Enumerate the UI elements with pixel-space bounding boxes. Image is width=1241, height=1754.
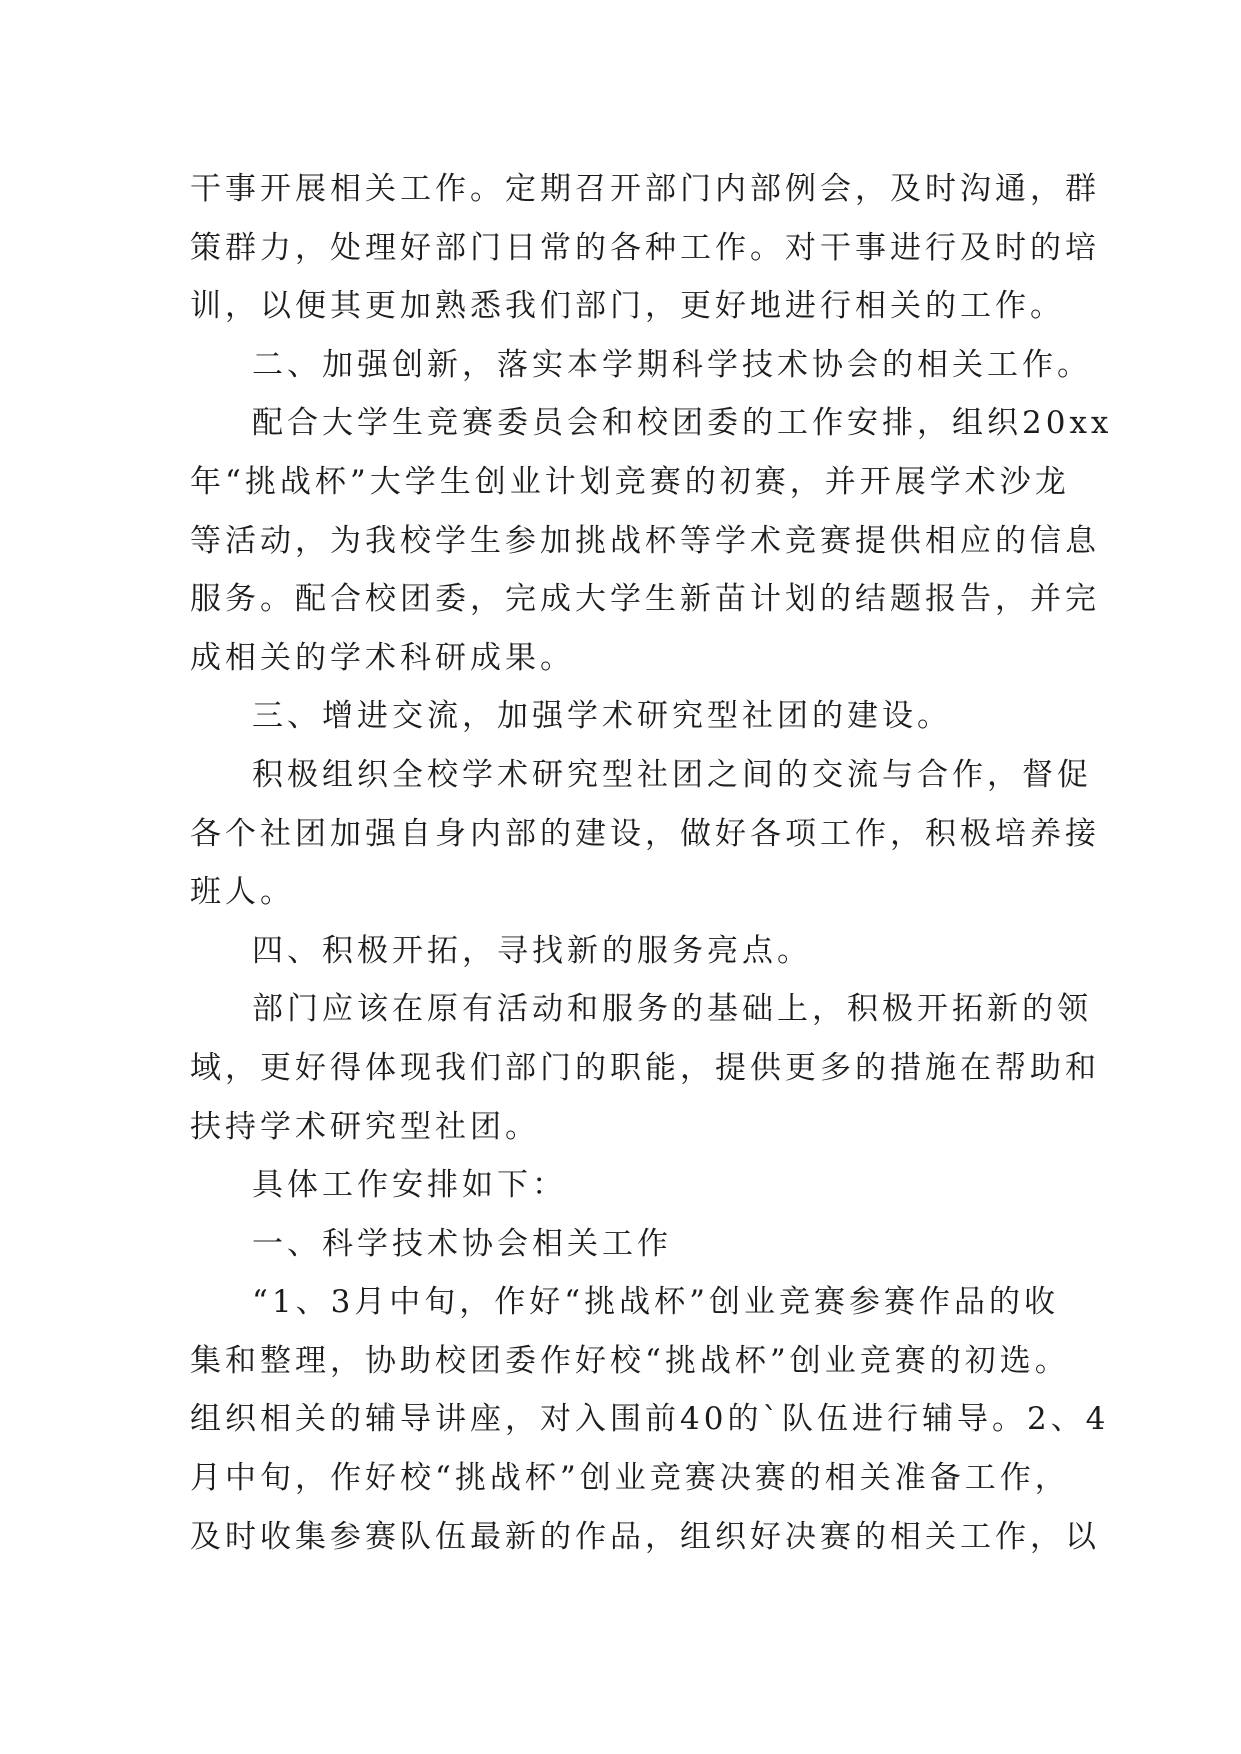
text-line: 扶持学术研究型社团。 [190, 1108, 540, 1145]
text-line: 年“挑战杯”大学生创业计划竞赛的初赛，并开展学术沙龙 [190, 463, 1070, 500]
text-line: 二、加强创新，落实本学期科学技术协会的相关工作。 [252, 346, 1092, 383]
text-line: 策群力，处理好部门日常的各种工作。对干事进行及时的培 [190, 229, 1100, 266]
text-line: 等活动，为我校学生参加挑战杯等学术竞赛提供相应的信息 [190, 522, 1100, 559]
text-line: 具体工作安排如下： [252, 1167, 567, 1204]
text-line: 成相关的学术科研成果。 [190, 639, 575, 676]
text-line: “1、3月中旬，作好“挑战杯”创业竞赛参赛作品的收 [252, 1284, 1059, 1321]
text-line: 四、积极开拓，寻找新的服务亮点。 [252, 932, 812, 969]
document-body [190, 160, 1113, 1566]
text-line: 月中旬，作好校“挑战杯”创业竞赛决赛的相关准备工作， [190, 1460, 1070, 1497]
text-line: 各个社团加强自身内部的建设，做好各项工作，积极培养接 [190, 815, 1100, 852]
text-line: 部门应该在原有活动和服务的基础上，积极开拓新的领 [252, 991, 1092, 1028]
text-line: 积极组织全校学术研究型社团之间的交流与合作，督促 [252, 756, 1092, 793]
text-line: 配合大学生竞赛委员会和校团委的工作安排，组织20xx [252, 405, 1113, 442]
text-line: 域，更好得体现我们部门的职能，提供更多的措施在帮助和 [190, 1049, 1100, 1086]
text-line: 及时收集参赛队伍最新的作品，组织好决赛的相关工作，以 [190, 1518, 1100, 1555]
text-line: 三、增进交流，加强学术研究型社团的建设。 [252, 698, 952, 735]
text-line: 一、科学技术协会相关工作 [252, 1225, 672, 1262]
text-line: 训，以便其更加熟悉我们部门，更好地进行相关的工作。 [190, 288, 1065, 325]
text-line: 班人。 [190, 874, 295, 911]
text-line: 干事开展相关工作。定期召开部门内部例会，及时沟通，群 [190, 171, 1100, 207]
text-line: 集和整理，协助校团委作好校“挑战杯”创业竞赛的初选。 [190, 1342, 1070, 1379]
text-line: 组织相关的辅导讲座，对入围前40的`队伍进行辅导。2、4 [190, 1401, 1110, 1438]
text-line: 服务。配合校团委，完成大学生新苗计划的结题报告，并完 [190, 581, 1100, 618]
